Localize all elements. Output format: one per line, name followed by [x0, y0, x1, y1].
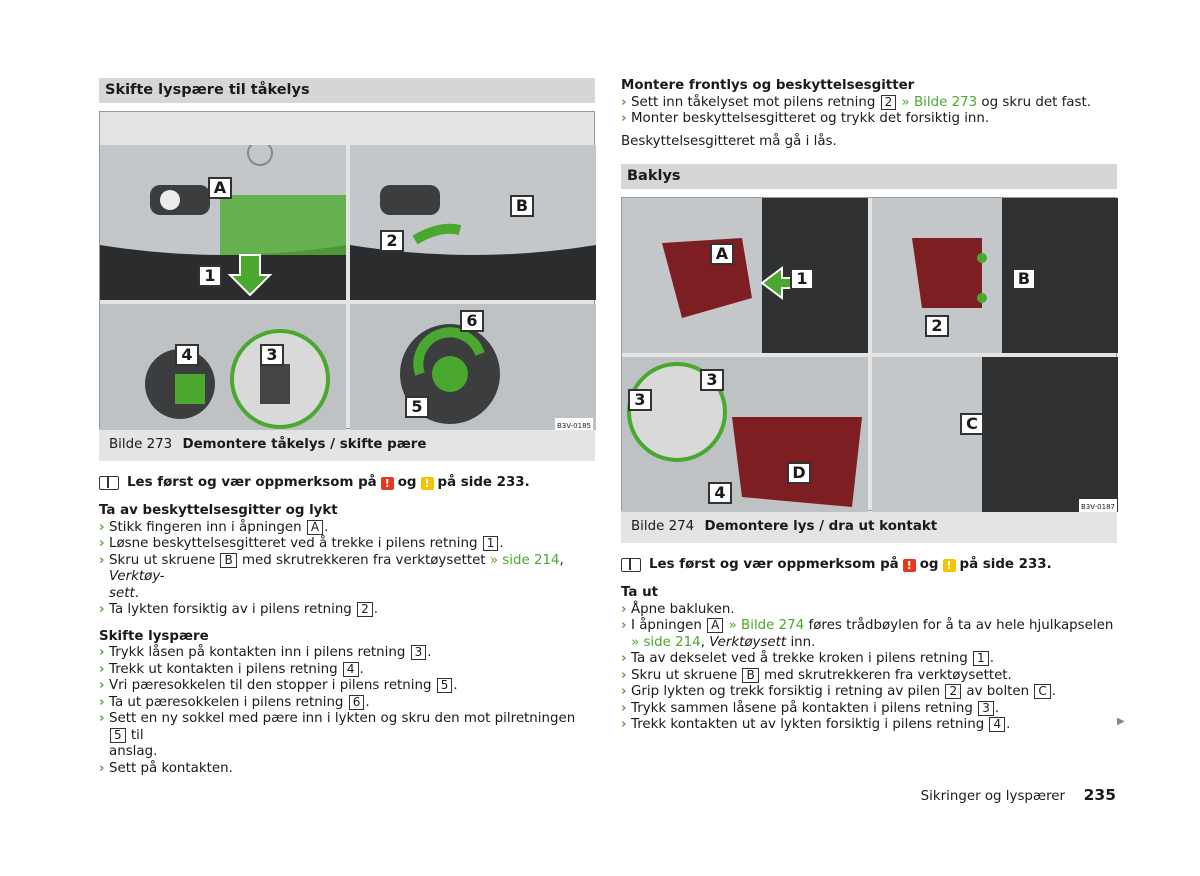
step-text: Vri pæresokkelen til den stopper i pilens retning	[109, 678, 432, 693]
arrow-bullet-icon: ›	[621, 667, 627, 683]
step	[99, 553, 595, 586]
key-label: B	[220, 553, 236, 568]
figure-caption	[99, 429, 595, 461]
page-link[interactable]: » side 214	[489, 552, 560, 568]
arrow-bullet-icon: ›	[99, 661, 105, 677]
read-first-text: Les først og vær oppmerksom på	[649, 556, 899, 572]
left-column	[99, 78, 595, 777]
step-text: Trykk låsen på kontakten inn i pilens retning	[109, 645, 406, 660]
step-punct: .	[1006, 717, 1011, 732]
step-text: Sett en ny sokkel med pære inn i lykten og skru den mot pilretningen	[109, 711, 576, 726]
step-punct: ,	[559, 552, 564, 568]
arrow-bullet-icon: ›	[621, 618, 627, 633]
step-text: I åpningen	[631, 618, 702, 633]
subheading: Ta ut	[621, 585, 659, 600]
step	[99, 520, 595, 537]
key-label: A	[707, 618, 723, 633]
label-6: 6	[460, 310, 484, 332]
label-4: 4	[708, 482, 732, 504]
label-b: B	[1012, 268, 1036, 290]
step	[99, 695, 595, 712]
page-link[interactable]: » side 214	[631, 634, 701, 650]
arrow-bullet-icon: ›	[99, 645, 105, 660]
continue-arrow-icon: ▶	[1117, 716, 1125, 727]
figure-caption	[621, 511, 1117, 543]
label-a: A	[208, 177, 232, 199]
illustration-taillight	[622, 198, 868, 353]
step-punct: .	[427, 645, 432, 660]
label-2: 2	[925, 315, 949, 337]
figure-number: Bilde 274	[631, 519, 695, 534]
figure-title: Demontere tåkelys / skifte pære	[182, 437, 427, 452]
step-italic: Verktøy-	[109, 569, 165, 584]
warning-icon: !	[381, 477, 394, 490]
illustration-connector	[100, 304, 346, 430]
step-italic: sett	[109, 585, 135, 601]
step-punct: .	[453, 678, 458, 693]
read-first-text: Les først og vær oppmerksom på	[127, 474, 377, 490]
arrow-bullet-icon: ›	[99, 536, 105, 551]
label-b: B	[510, 195, 534, 217]
figure-number: Bilde 273	[109, 437, 173, 452]
step-punct: .	[365, 694, 370, 710]
label-3: 3	[260, 344, 284, 366]
label-3: 3	[628, 389, 652, 411]
step-text: Grip lykten og trekk forsiktig i retning av pilen	[631, 684, 941, 699]
page-footer	[921, 787, 1116, 806]
key-label: 3	[978, 701, 994, 716]
step-text: Sett inn tåkelyset mot pilens retning	[631, 94, 876, 110]
step-text: og skru det fast.	[981, 94, 1091, 110]
step	[621, 684, 1117, 701]
page-number: 235	[1083, 786, 1116, 804]
figure-panel-tail-plug	[622, 357, 868, 512]
step	[621, 701, 1117, 718]
key-label: A	[307, 520, 323, 535]
step-text: Trekk kontakten ut av lykten forsiktig i pilens retning	[631, 717, 985, 732]
figure-panel-screws	[350, 145, 596, 300]
figure-panel-bulb	[350, 304, 596, 430]
key-label: C	[1034, 684, 1050, 699]
arrow-bullet-icon: ›	[99, 711, 105, 726]
chapter-title: Sikringer og lyspærer	[920, 789, 1066, 804]
step-text: Ta lykten forsiktig av i pilens retning	[109, 602, 352, 617]
key-label: 2	[945, 684, 961, 699]
note: Beskyttelsesgitteret må gå i lås.	[621, 133, 837, 149]
figure-panel-fog-grille	[100, 145, 346, 300]
step-continuation: anslag.	[109, 744, 158, 759]
figure-link[interactable]: » Bilde 274	[728, 618, 805, 633]
step-continuation	[621, 635, 1117, 652]
step-punct: .	[359, 661, 364, 677]
step-punct: .	[994, 700, 1000, 716]
step-punct: .	[499, 536, 504, 551]
step	[621, 111, 1117, 128]
step-text: Ta ut pæresokkelen i pilens retning	[109, 694, 344, 710]
arrow-bullet-icon: ›	[621, 601, 627, 617]
figure-274	[621, 197, 1117, 511]
step	[99, 761, 595, 778]
label-d: D	[787, 462, 811, 484]
read-first-note	[621, 555, 1117, 575]
figure-273	[99, 111, 595, 429]
step	[621, 651, 1117, 668]
label-1: 1	[198, 265, 222, 287]
subheading: Skifte lyspære	[99, 628, 209, 644]
step-text: Skru ut skruene	[631, 667, 738, 683]
label-1: 1	[790, 268, 814, 290]
illustration-tail-bolt	[872, 357, 1118, 512]
book-icon	[99, 476, 119, 490]
label-c: C	[960, 413, 984, 435]
arrow-bullet-icon: ›	[621, 700, 627, 716]
step	[621, 602, 1117, 619]
key-label: 5	[110, 728, 126, 743]
figure-panel-tail-bolt	[872, 357, 1118, 512]
key-label: B	[742, 668, 758, 683]
illustration-tail-screws	[872, 198, 1118, 353]
step-punct: .	[324, 519, 329, 535]
step	[99, 645, 595, 662]
key-label: 2	[357, 602, 373, 617]
warning-icon: !	[903, 559, 916, 572]
illustration-screws	[350, 145, 596, 300]
step-text: med skrutrekkeren fra verktøysettet	[241, 552, 486, 568]
step-text: Ta av dekselet ved å trekke kroken i pilens retning	[631, 651, 968, 666]
step	[621, 668, 1117, 685]
step-text: Åpne bakluken.	[631, 601, 735, 617]
key-label: 5	[437, 678, 453, 693]
arrow-bullet-icon: ›	[621, 651, 627, 666]
step-text: Trykk sammen låsene på kontakten i pilens retning	[631, 700, 973, 716]
book-icon	[621, 558, 641, 572]
step-text: til	[130, 727, 144, 743]
figure-link[interactable]: » Bilde 273	[901, 94, 978, 110]
arrow-bullet-icon: ›	[621, 684, 627, 699]
key-label: 6	[349, 695, 365, 710]
read-first-and: og	[397, 474, 417, 490]
step	[99, 711, 595, 744]
step-text: Løsne beskyttelsesgitteret ved å trekke i pilens retning	[109, 536, 478, 551]
step-continuation	[99, 586, 595, 603]
read-first-page: på side 233.	[959, 556, 1052, 572]
step-text: med skrutrekkeren fra verktøysettet.	[763, 667, 1012, 683]
key-label: 4	[343, 662, 359, 677]
warning-icon: !	[943, 559, 956, 572]
label-a: A	[710, 243, 734, 265]
label-5: 5	[405, 396, 429, 418]
right-column	[621, 78, 1117, 734]
step-text: av bolten	[966, 684, 1030, 699]
step-punct: .	[1051, 684, 1057, 699]
step	[621, 717, 1117, 734]
figure-code: B3V-0185	[555, 418, 593, 430]
step	[621, 95, 1117, 112]
section-title: Skifte lyspære til tåkelys	[99, 78, 595, 103]
arrow-bullet-icon: ›	[621, 717, 627, 732]
step-punct: ,	[700, 634, 710, 650]
step-text: Stikk fingeren inn i åpningen	[109, 519, 302, 535]
step	[99, 678, 595, 695]
figure-panel-tail-cover	[622, 198, 868, 353]
label-2: 2	[380, 230, 404, 252]
label-4: 4	[175, 344, 199, 366]
key-label: 2	[881, 95, 897, 110]
read-first-note	[99, 473, 595, 493]
step-punct: .	[373, 602, 378, 617]
arrow-bullet-icon: ›	[99, 602, 105, 617]
key-label: 1	[973, 651, 989, 666]
step	[99, 536, 595, 553]
step	[99, 602, 595, 619]
key-label: 1	[483, 536, 499, 551]
key-label: 4	[989, 717, 1005, 732]
subheading: Montere frontlys og beskyttelsesgitter	[621, 78, 915, 93]
arrow-bullet-icon: ›	[99, 694, 105, 710]
figure-panel-connector	[100, 304, 346, 430]
step-punct: .	[989, 651, 994, 666]
step-text: Sett på kontakten.	[109, 760, 233, 776]
step-text: Trekk ut kontakten i pilens retning	[109, 661, 338, 677]
subheading: Ta av beskyttelsesgitter og lykt	[99, 503, 338, 518]
warning-icon: !	[421, 477, 434, 490]
arrow-bullet-icon: ›	[99, 552, 105, 568]
step-italic: Verktøysett	[709, 634, 787, 650]
step	[621, 618, 1117, 635]
arrow-bullet-icon: ›	[99, 519, 105, 535]
read-first-page: på side 233.	[437, 474, 530, 490]
step-text: Monter beskyttelsesgitteret og trykk det forsiktig inn.	[631, 111, 990, 126]
key-label: 3	[411, 645, 427, 660]
figure-code: B3V-0187	[1079, 499, 1117, 512]
figure-title: Demontere lys / dra ut kontakt	[704, 519, 938, 534]
arrow-bullet-icon: ›	[99, 678, 105, 693]
step	[99, 662, 595, 679]
figure-panel-tail-screws	[872, 198, 1118, 353]
arrow-bullet-icon: ›	[99, 760, 105, 776]
arrow-bullet-icon: ›	[621, 94, 627, 110]
step-text: Skru ut skruene	[109, 552, 216, 568]
arrow-bullet-icon: ›	[621, 111, 627, 126]
step-text: inn.	[786, 634, 816, 650]
step-text: føres trådbøylen for å ta av hele hjulkapselen	[808, 618, 1114, 633]
label-3: 3	[700, 369, 724, 391]
illustration-bumper	[100, 145, 346, 300]
read-first-and: og	[919, 556, 939, 572]
section-title: Baklys	[621, 164, 1117, 189]
step-punct: .	[134, 585, 139, 601]
illustration-tail-plug	[622, 357, 868, 512]
